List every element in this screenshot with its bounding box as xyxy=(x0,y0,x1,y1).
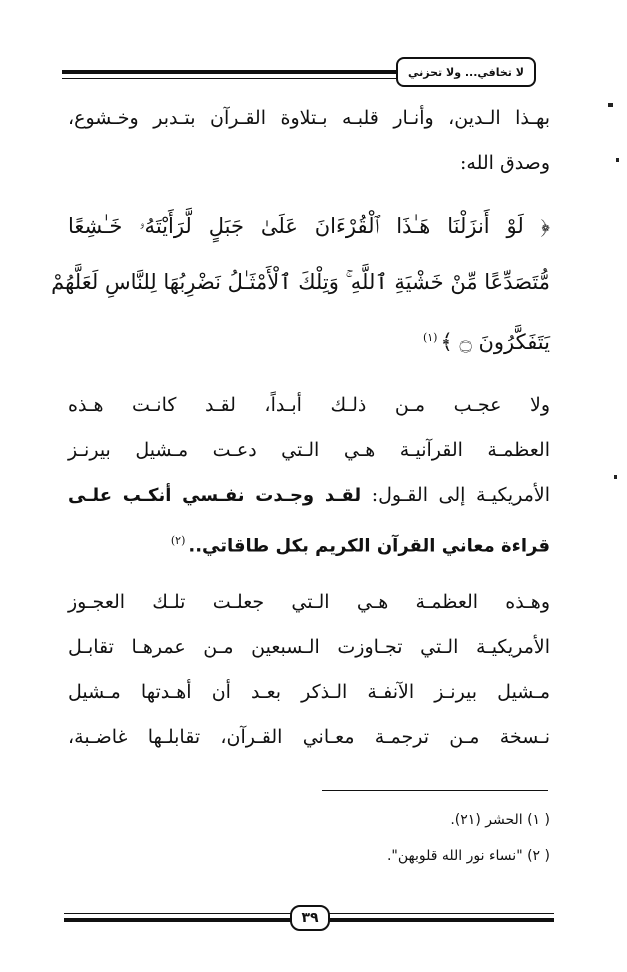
running-header: لا تخافي... ولا تحزني xyxy=(396,57,536,87)
margin-mark xyxy=(614,475,617,479)
footer-rule-thick xyxy=(328,918,554,922)
text-line: العظمـة القرآنيـة هـي الـتي دعـت مـشيل بيرنـز xyxy=(68,439,550,461)
paragraph-1 xyxy=(68,96,550,186)
header-rule-thick xyxy=(62,70,398,74)
paragraph-2 xyxy=(68,383,550,563)
text-line: مـشيل بيرنـز الآنفـة الـذكر بعـد أن أهـدتها مـشيل xyxy=(68,681,550,703)
header-rule-thin xyxy=(62,78,398,79)
text-line: وهـذه العظمـة هـي الـتي جعلـت تلـك العجـوز xyxy=(68,591,550,613)
footer-rule-thick xyxy=(64,918,292,922)
footnote-ref-1: (١) xyxy=(422,331,438,344)
text-span: الأمريكيـة إلى القـول: xyxy=(371,484,551,506)
footnote-separator xyxy=(322,790,548,791)
verse-text: يَتَفَكَّرُونَ ۝ ﴾ xyxy=(440,330,550,354)
footnote-ref-2: (٢) xyxy=(170,534,186,547)
footnote-2: ( ٢) "نساء نور الله قلوبهن". xyxy=(386,848,550,864)
verse-line: مُّتَصَدِّعًا مِّنْ خَشْيَةِ ٱللَّهِ ۚ وَتِلْكَ ٱلْأَمْثَـٰلُ نَضْرِبُهَا لِلنَّاسِ لَعَلَّهُمْ xyxy=(51,270,550,294)
page-number: ٣٩ xyxy=(290,905,330,931)
text-line: نـسخة مـن ترجمـة معـاني القـرآن، تقابلـها غاضـبة، xyxy=(68,726,550,748)
text-line xyxy=(68,473,550,518)
text-line: ولا عجـب مـن ذلـك أبـداً، لقـد كانـت هـذه xyxy=(68,394,550,416)
text-line: بهـذا الـدين، وأنـار قلبـه بـتلاوة القـرآن بتـدبر وخـشوع، xyxy=(68,107,550,129)
verse-line: ﴿ لَوْ أَنزَلْنَا هَـٰذَا ٱلْقُرْءَانَ عَلَىٰ جَبَلٍ لَّرَأَيْتَهُۥ خَـٰشِعًا xyxy=(68,214,550,238)
text-line: الأمريكيـة الـتي تجـاوزت الـسبعين مـن عمرهـا تقابـل xyxy=(68,636,550,658)
quran-verse xyxy=(51,198,550,366)
quote-bold: لقـد وجـدت نفـسي أنكـب علـى xyxy=(68,485,362,506)
text-line: وصدق الله: xyxy=(459,152,550,174)
verse-line xyxy=(68,310,550,366)
footer-rule-thin xyxy=(64,913,292,914)
margin-mark xyxy=(616,158,619,162)
footer-rule-thin xyxy=(328,913,554,914)
text-line xyxy=(68,518,550,563)
quote-bold: قراءة معاني القرآن الكريم بكل طاقاتي.. xyxy=(188,535,550,557)
footnote-1: ( ١) الحشر (٢١). xyxy=(450,812,550,828)
margin-mark xyxy=(608,103,613,107)
paragraph-3 xyxy=(68,580,550,760)
